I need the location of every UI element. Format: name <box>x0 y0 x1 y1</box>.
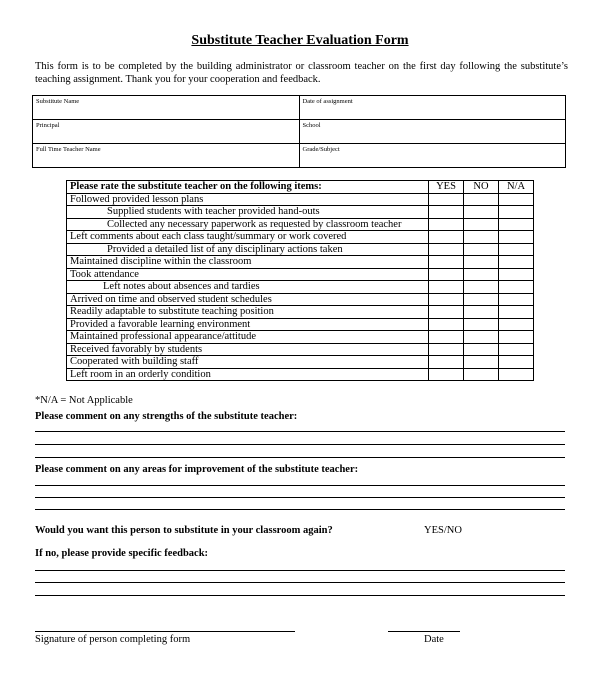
na-footnote: *N/A = Not Applicable <box>35 395 133 406</box>
yes-checkbox[interactable] <box>429 343 464 356</box>
na-checkbox[interactable] <box>499 343 534 356</box>
na-checkbox[interactable] <box>499 368 534 381</box>
rating-row <box>67 256 534 269</box>
signature-line[interactable] <box>35 631 295 632</box>
na-column-header: N/A <box>499 181 534 194</box>
feedback-line-1[interactable] <box>35 570 565 571</box>
info-row <box>33 120 566 144</box>
full-time-teacher-field[interactable]: Full Time Teacher Name <box>33 144 300 168</box>
feedback-label: If no, please provide specific feedback: <box>35 548 209 559</box>
no-checkbox[interactable] <box>464 268 499 281</box>
rating-header: Please rate the substitute teacher on the following items: <box>67 181 429 194</box>
rating-header-row <box>67 181 534 194</box>
no-checkbox[interactable] <box>464 218 499 231</box>
yes-no-answer[interactable]: YES/NO <box>424 525 462 536</box>
strengths-line-2[interactable] <box>35 444 565 445</box>
rating-item-label: Provided a favorable learning environment <box>67 318 429 331</box>
no-checkbox[interactable] <box>464 318 499 331</box>
yes-checkbox[interactable] <box>429 193 464 206</box>
rating-item-label: Maintained professional appearance/attitude <box>67 331 429 344</box>
rating-item-label: Left notes about absences and tardies <box>67 281 429 294</box>
no-checkbox[interactable] <box>464 331 499 344</box>
rating-row <box>67 231 534 244</box>
grade-subject-field[interactable]: Grade/Subject <box>299 144 566 168</box>
yes-checkbox[interactable] <box>429 356 464 369</box>
improvement-line-2[interactable] <box>35 497 565 498</box>
yes-checkbox[interactable] <box>429 368 464 381</box>
no-checkbox[interactable] <box>464 243 499 256</box>
strengths-line-3[interactable] <box>35 457 565 458</box>
yes-checkbox[interactable] <box>429 318 464 331</box>
rating-table <box>66 180 534 381</box>
no-checkbox[interactable] <box>464 193 499 206</box>
yes-checkbox[interactable] <box>429 218 464 231</box>
rating-row <box>67 268 534 281</box>
rating-row <box>67 356 534 369</box>
rating-row <box>67 368 534 381</box>
no-checkbox[interactable] <box>464 356 499 369</box>
na-checkbox[interactable] <box>499 206 534 219</box>
na-checkbox[interactable] <box>499 331 534 344</box>
date-line[interactable] <box>388 631 460 632</box>
no-checkbox[interactable] <box>464 206 499 219</box>
rating-item-label: Supplied students with teacher provided hand-outs <box>67 206 429 219</box>
no-checkbox[interactable] <box>464 281 499 294</box>
feedback-line-3[interactable] <box>35 595 565 596</box>
info-table <box>32 95 566 168</box>
rating-row <box>67 318 534 331</box>
substitute-again-question: Would you want this person to substitute in your classroom again? <box>35 525 333 536</box>
feedback-line-2[interactable] <box>35 582 565 583</box>
na-checkbox[interactable] <box>499 281 534 294</box>
na-checkbox[interactable] <box>499 218 534 231</box>
signature-label: Signature of person completing form <box>35 634 191 645</box>
no-checkbox[interactable] <box>464 231 499 244</box>
improvement-label: Please comment on any areas for improvement of the substitute teacher: <box>35 464 359 475</box>
yes-checkbox[interactable] <box>429 268 464 281</box>
rating-row <box>67 306 534 319</box>
yes-column-header: YES <box>429 181 464 194</box>
rating-item-label: Readily adaptable to substitute teaching position <box>67 306 429 319</box>
na-checkbox[interactable] <box>499 306 534 319</box>
no-checkbox[interactable] <box>464 368 499 381</box>
na-checkbox[interactable] <box>499 193 534 206</box>
na-checkbox[interactable] <box>499 256 534 269</box>
yes-checkbox[interactable] <box>429 331 464 344</box>
rating-row <box>67 343 534 356</box>
rating-row <box>67 193 534 206</box>
principal-field[interactable]: Principal <box>33 120 300 144</box>
form-title: Substitute Teacher Evaluation Form <box>191 33 409 48</box>
na-checkbox[interactable] <box>499 318 534 331</box>
info-row <box>33 96 566 120</box>
no-column-header: NO <box>464 181 499 194</box>
rating-item-label: Took attendance <box>67 268 429 281</box>
rating-row <box>67 331 534 344</box>
rating-item-label: Arrived on time and observed student schedules <box>67 293 429 306</box>
no-checkbox[interactable] <box>464 256 499 269</box>
strengths-label: Please comment on any strengths of the substitute teacher: <box>35 411 298 422</box>
date-label: Date <box>424 634 444 645</box>
date-of-assignment-field[interactable]: Date of assignment <box>299 96 566 120</box>
no-checkbox[interactable] <box>464 343 499 356</box>
rating-row <box>67 243 534 256</box>
intro-paragraph: This form is to be completed by the building administrator or classroom teacher on the first day following the substitute’s teaching assignment. Thank you for your cooperation and feedback. <box>35 61 568 85</box>
na-checkbox[interactable] <box>499 231 534 244</box>
na-checkbox[interactable] <box>499 356 534 369</box>
rating-row <box>67 206 534 219</box>
rating-item-label: Left comments about each class taught/summary or work covered <box>67 231 429 244</box>
improvement-line-1[interactable] <box>35 485 565 486</box>
no-checkbox[interactable] <box>464 293 499 306</box>
rating-item-label: Cooperated with building staff <box>67 356 429 369</box>
yes-checkbox[interactable] <box>429 306 464 319</box>
strengths-line-1[interactable] <box>35 431 565 432</box>
rating-item-label: Received favorably by students <box>67 343 429 356</box>
yes-checkbox[interactable] <box>429 206 464 219</box>
substitute-name-field[interactable]: Substitute Name <box>33 96 300 120</box>
school-field[interactable]: School <box>299 120 566 144</box>
rating-item-label: Provided a detailed list of any disciplinary actions taken <box>67 243 429 256</box>
yes-checkbox[interactable] <box>429 256 464 269</box>
yes-checkbox[interactable] <box>429 243 464 256</box>
yes-checkbox[interactable] <box>429 231 464 244</box>
na-checkbox[interactable] <box>499 293 534 306</box>
rating-item-label: Collected any necessary paperwork as requested by classroom teacher <box>67 218 429 231</box>
improvement-line-3[interactable] <box>35 509 565 510</box>
rating-item-label: Left room in an orderly condition <box>67 368 429 381</box>
rating-item-label: Maintained discipline within the classroom <box>67 256 429 269</box>
yes-checkbox[interactable] <box>429 293 464 306</box>
na-checkbox[interactable] <box>499 268 534 281</box>
yes-checkbox[interactable] <box>429 281 464 294</box>
rating-row <box>67 293 534 306</box>
info-row <box>33 144 566 168</box>
rating-row <box>67 281 534 294</box>
na-checkbox[interactable] <box>499 243 534 256</box>
no-checkbox[interactable] <box>464 306 499 319</box>
rating-row <box>67 218 534 231</box>
rating-item-label: Followed provided lesson plans <box>67 193 429 206</box>
